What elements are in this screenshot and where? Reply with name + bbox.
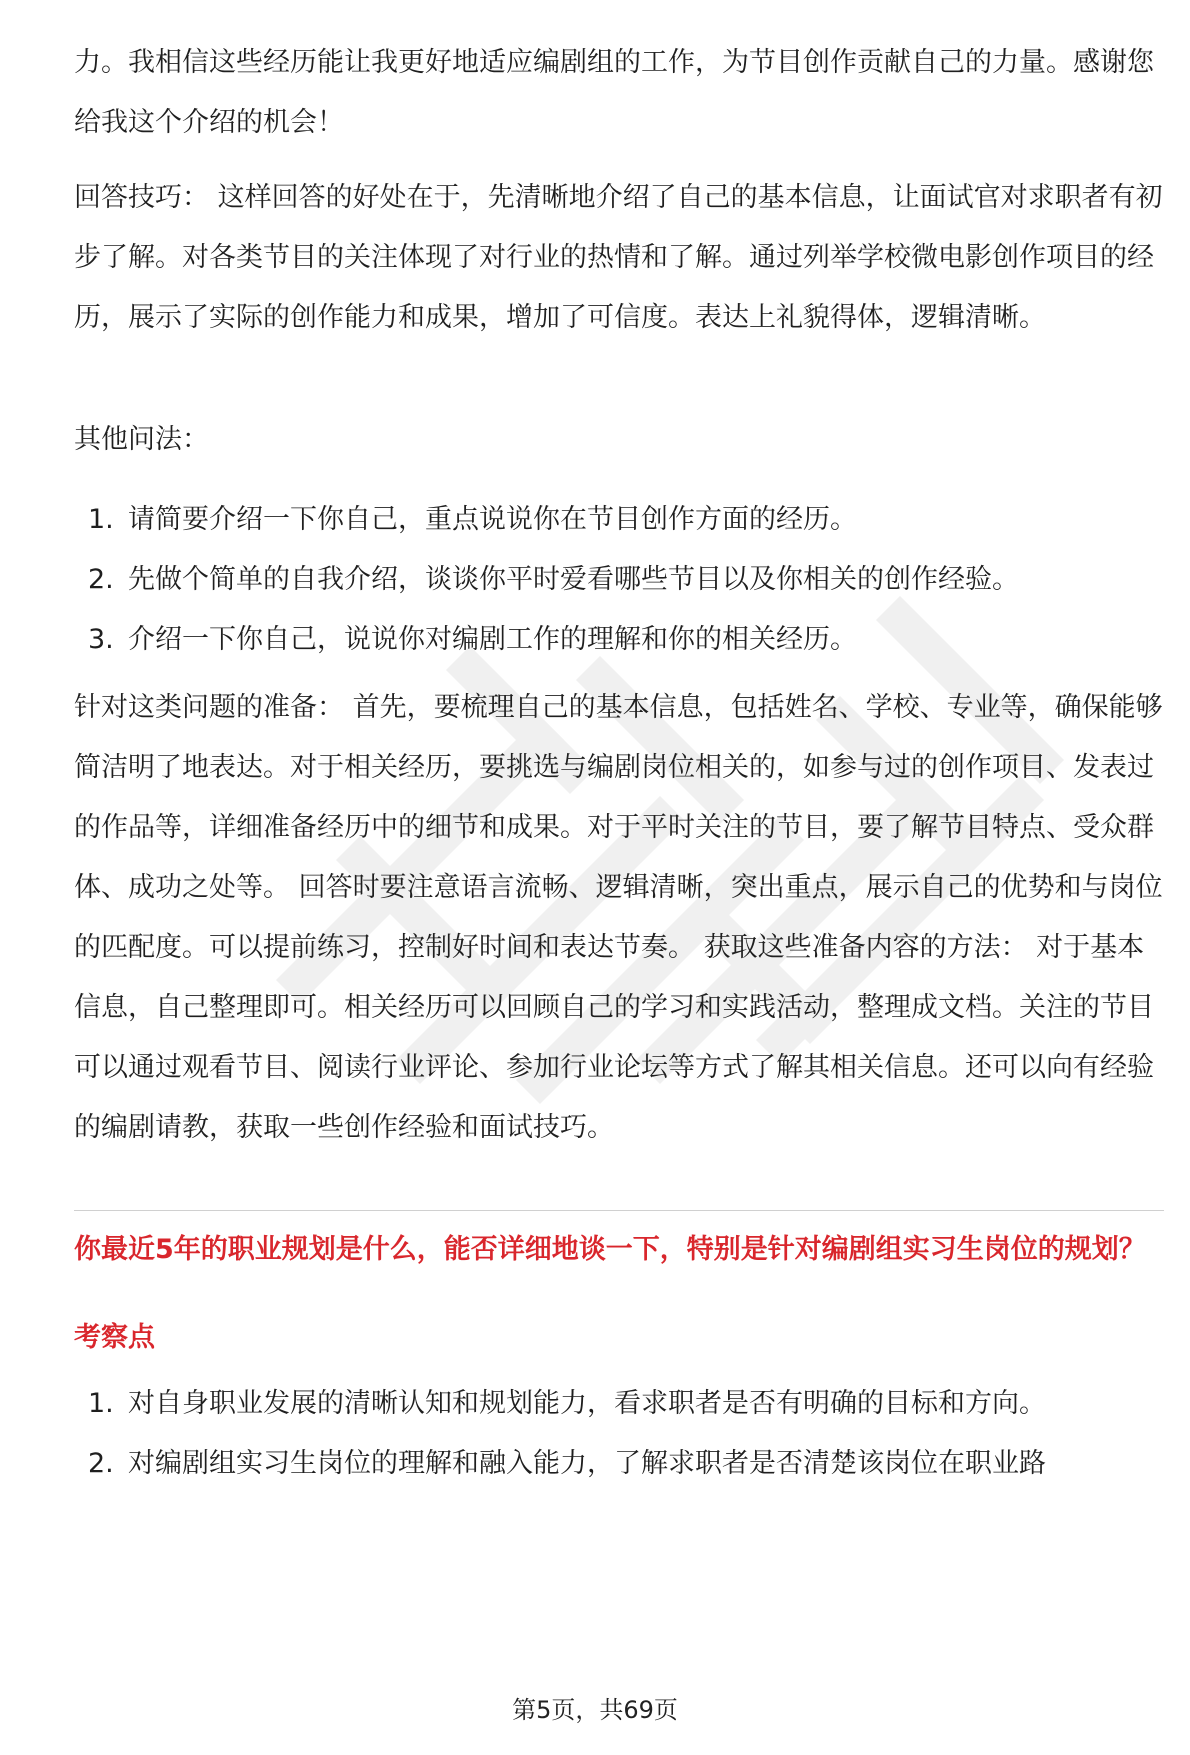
paragraph-continued: 力。我相信这些经历能让我更好地适应编剧组的工作，为节目创作贡献自己的力量。感谢您给我这个介绍的机会！ <box>74 47 1154 138</box>
list-item <box>74 1434 1164 1494</box>
list-item-text: 对编剧组实习生岗位的理解和融入能力，了解求职者是否清楚该岗位在职业路 <box>128 1448 1046 1479</box>
assessment-points-heading: 考察点 <box>74 1322 155 1353</box>
paragraph-preparation: 针对这类问题的准备： 首先，要梳理自己的基本信息，包括姓名、学校、专业等，确保能够简洁明了地表达。对于相关经历，要挑选与编剧岗位相关的，如参与过的创作项目、发表过的作品等，详细准备经历中的细节和成果。对于平时关注的节目，要了解节目特点、受众群体、成功之处等。 回答时要注意语言流畅、逻辑清晰，突出重点，展示自己的优势和与岗位的匹配度。可以提前练习，控制好时间和表达节奏。 获取这些准备内容的方法： 对于基本信息，自己整理即可。相关经历可以回顾自己的学习和实践活动，整理成文档。关注的节目可以通过观看节目、阅读行业评论、参加行业论坛等方式了解其相关信息。还可以向有经验的编剧请教，获取一些创作经验和面试技巧。 <box>74 692 1163 1143</box>
list-item <box>74 1374 1164 1434</box>
question-title: 你最近5年的职业规划是什么，能否详细地谈一下，特别是针对编剧组实习生岗位的规划？ <box>74 1234 1146 1265</box>
list-number: 1. <box>88 1388 114 1419</box>
paragraph-answer-tips: 回答技巧： 这样回答的好处在于，先清晰地介绍了自己的基本信息，让面试官对求职者有初步了解。对各类节目的关注体现了对行业的热情和了解。通过列举学校微电影创作项目的经历，展示了实际的创作能力和成果，增加了可信度。表达上礼貌得体，逻辑清晰。 <box>74 182 1163 333</box>
list-item <box>74 550 1164 610</box>
list-item-text: 先做个简单的自我介绍，谈谈你平时爱看哪些节目以及你相关的创作经验。 <box>128 564 1019 595</box>
list-item-text: 介绍一下你自己，说说你对编剧工作的理解和你的相关经历。 <box>128 624 857 655</box>
page-number-footer: 第5页，共69页 <box>512 1696 678 1724</box>
list-item-text: 对自身职业发展的清晰认知和规划能力，看求职者是否有明确的目标和方向。 <box>128 1388 1046 1419</box>
list-number: 1. <box>88 504 114 535</box>
list-item-text: 请简要介绍一下你自己，重点说说你在节目创作方面的经历。 <box>128 504 857 535</box>
assessment-points-list <box>74 1374 1164 1494</box>
list-number: 2. <box>88 1448 114 1479</box>
section-divider <box>74 1210 1164 1211</box>
list-number: 3. <box>88 624 114 655</box>
list-item <box>74 610 1164 670</box>
other-questions-list <box>74 490 1164 670</box>
list-number: 2. <box>88 564 114 595</box>
list-item <box>74 490 1164 550</box>
other-questions-label: 其他问法： <box>74 424 209 455</box>
